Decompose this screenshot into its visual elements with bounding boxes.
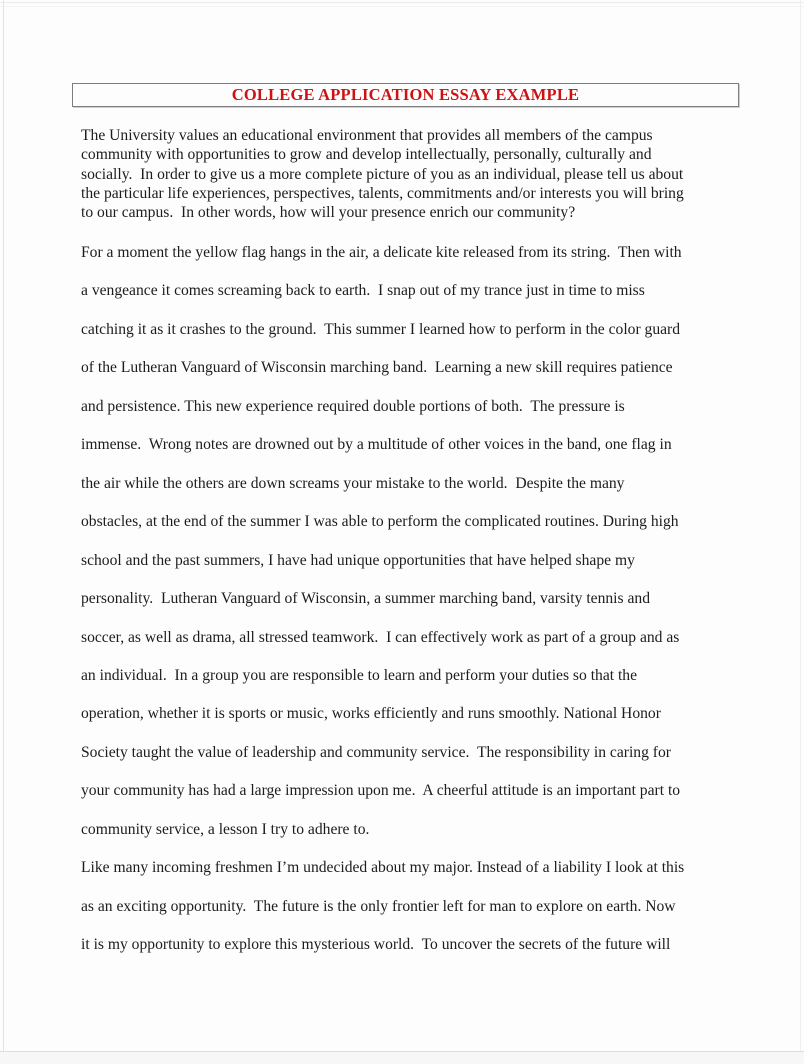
essay-line: soccer, as well as drama, all stressed teamwork. I can effectively work as part of a group and as [81, 628, 680, 646]
prompt-line: socially. In order to give us a more complete picture of you as an individual, please tell us about [81, 165, 684, 183]
essay-line: a vengeance it comes screaming back to earth. I snap out of my trance just in time to miss [81, 282, 645, 300]
essay-line: and persistence. This new experience required double portions of both. The pressure is [81, 397, 625, 415]
essay-line: of the Lutheran Vanguard of Wisconsin marching band. Learning a new skill requires patience [81, 359, 673, 377]
title-box [72, 83, 739, 107]
page-edge-top [0, 2, 804, 3]
prompt-paragraph [81, 126, 741, 222]
essay-line: obstacles, at the end of the summer I was able to perform the complicated routines. During high [81, 513, 679, 531]
essay-line: an individual. In a group you are responsible to learn and perform your duties so that the [81, 666, 638, 684]
essay-line: Like many incoming freshmen I’m undecided about my major. Instead of a liability I look at this [81, 859, 685, 877]
essay-line: school and the past summers, I have had unique opportunities that have helped shape my [81, 551, 635, 569]
essay-line: it is my opportunity to explore this mysterious world. To uncover the secrets of the future will [81, 936, 671, 954]
prompt-line: community with opportunities to grow and develop intellectually, personally, culturally and [81, 146, 652, 164]
prompt-line: to our campus. In other words, how will your presence enrich our community? [81, 204, 576, 222]
page-edge-right [800, 0, 801, 1064]
essay-line: your community has had a large impression upon me. A cheerful attitude is an important part to [81, 782, 681, 800]
essay-line: community service, a lesson I try to adhere to. [81, 820, 370, 838]
essay-line: catching it as it crashes to the ground. This summer I learned how to perform in the color guard [81, 320, 681, 338]
essay-line: as an exciting opportunity. The future is the only frontier left for man to explore on earth. Now [81, 897, 676, 915]
essay-line: operation, whether it is sports or music, works efficiently and runs smoothly. National Honor [81, 705, 661, 723]
essay-line: personality. Lutheran Vanguard of Wisconsin, a summer marching band, varsity tennis and [81, 590, 650, 608]
prompt-line: the particular life experiences, perspectives, talents, commitments and/or interests you will bring [81, 184, 684, 202]
page-bottom-strip [0, 1052, 804, 1064]
page-edge-top-secondary [0, 6, 804, 7]
essay-body [81, 234, 741, 965]
essay-line: immense. Wrong notes are drowned out by a multitude of other voices in the band, one flag in [81, 436, 672, 454]
essay-line: For a moment the yellow flag hangs in the air, a delicate kite released from its string. Then with [81, 244, 682, 261]
essay-line: the air while the others are down screams your mistake to the world. Despite the many [81, 474, 625, 492]
prompt-line: The University values an educational environment that provides all members of the campus [81, 127, 653, 144]
page-title: COLLEGE APPLICATION ESSAY EXAMPLE [231, 85, 580, 104]
page-edge-left [3, 0, 4, 1064]
essay-line: Society taught the value of leadership and community service. The responsibility in caring for [81, 743, 671, 761]
